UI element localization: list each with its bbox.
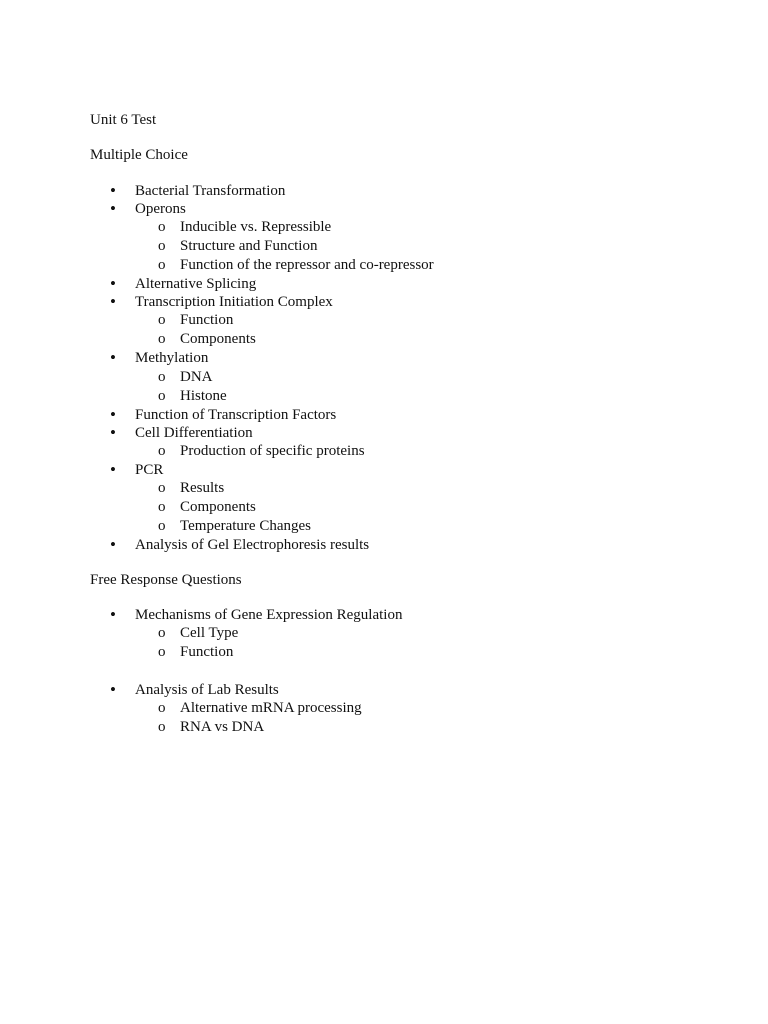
sub-list-item-label: Structure and Function xyxy=(180,238,318,254)
sub-list-item-label: Function xyxy=(180,644,234,660)
list-item-label: Analysis of Lab Results xyxy=(135,682,279,698)
list-item xyxy=(0,275,434,293)
sub-bullet-icon: o xyxy=(158,518,166,534)
sub-list-item xyxy=(0,387,434,405)
list-item-label: Function of Transcription Factors xyxy=(135,407,337,423)
sub-list-item-label: Components xyxy=(180,331,256,347)
list-item xyxy=(0,681,402,699)
bullet-icon: • xyxy=(110,680,116,699)
bullet-icon: • xyxy=(110,405,116,424)
bullet-icon: • xyxy=(110,605,116,624)
list-item-label: Analysis of Gel Electrophoresis results xyxy=(135,537,370,553)
sub-bullet-icon: o xyxy=(158,331,166,347)
list-item xyxy=(0,461,434,479)
sub-list-item xyxy=(0,643,402,661)
sub-bullet-icon: o xyxy=(158,219,166,235)
list-item xyxy=(0,406,434,424)
sub-list-item-label: Inducible vs. Repressible xyxy=(180,219,332,235)
sub-bullet-icon: o xyxy=(158,499,166,515)
list-item-label: PCR xyxy=(135,462,164,478)
list-item xyxy=(0,200,434,218)
sub-list-item xyxy=(0,330,434,348)
sub-bullet-icon: o xyxy=(158,480,166,496)
sub-bullet-icon: o xyxy=(158,700,166,716)
sub-list-item xyxy=(0,237,434,255)
sub-bullet-icon: o xyxy=(158,312,166,328)
sub-list-item xyxy=(0,368,434,386)
section-heading-multiple-choice: Multiple Choice xyxy=(90,147,188,163)
list-item-label: Alternative Splicing xyxy=(135,276,257,292)
bullet-icon: • xyxy=(110,348,116,367)
sub-list-item xyxy=(0,218,434,236)
sub-list-item-label: Alternative mRNA processing xyxy=(180,700,362,716)
sub-list-item-label: Production of specific proteins xyxy=(180,443,365,459)
list-item xyxy=(0,424,434,442)
sub-list-item xyxy=(0,442,434,460)
list-item xyxy=(0,536,434,554)
list-item-label: Methylation xyxy=(135,350,209,366)
sub-list-item xyxy=(0,624,402,642)
document-title: Unit 6 Test xyxy=(90,112,157,128)
sub-bullet-icon: o xyxy=(158,644,166,660)
sub-list-item xyxy=(0,699,402,717)
sub-list-item xyxy=(0,311,434,329)
list-item xyxy=(0,182,434,200)
bullet-icon: • xyxy=(110,274,116,293)
sub-list-item-label: Histone xyxy=(180,388,227,404)
list-item-label: Operons xyxy=(135,201,186,217)
sub-list-item xyxy=(0,498,434,516)
bullet-icon: • xyxy=(110,535,116,554)
list-item-label: Transcription Initiation Complex xyxy=(135,294,333,310)
sub-list-item-label: Results xyxy=(180,480,225,496)
bullet-icon: • xyxy=(110,292,116,311)
section-heading-free-response: Free Response Questions xyxy=(90,572,242,588)
sub-list-item-label: Function xyxy=(180,312,234,328)
bullet-icon: • xyxy=(110,181,116,200)
sub-list-item-label: DNA xyxy=(180,369,213,385)
bullet-icon: • xyxy=(110,423,116,442)
sub-list-item-label: Components xyxy=(180,499,256,515)
sub-bullet-icon: o xyxy=(158,369,166,385)
sub-list-item xyxy=(0,256,434,274)
list-item-label: Mechanisms of Gene Expression Regulation xyxy=(135,607,403,623)
sub-list-item-label: Function of the repressor and co-repressor xyxy=(180,257,434,273)
sub-list-item-label: Temperature Changes xyxy=(180,518,311,534)
bullet-icon: • xyxy=(110,199,116,218)
sub-list-item xyxy=(0,479,434,497)
sub-bullet-icon: o xyxy=(158,257,166,273)
list-item-label: Bacterial Transformation xyxy=(135,183,286,199)
free-response-list xyxy=(0,606,402,736)
multiple-choice-list xyxy=(0,182,434,554)
sub-bullet-icon: o xyxy=(158,443,166,459)
sub-bullet-icon: o xyxy=(158,238,166,254)
sub-list-item-label: Cell Type xyxy=(180,625,239,641)
sub-list-item xyxy=(0,517,434,535)
sub-bullet-icon: o xyxy=(158,388,166,404)
list-item xyxy=(0,293,434,311)
sub-bullet-icon: o xyxy=(158,719,166,735)
list-item xyxy=(0,349,434,367)
bullet-icon: • xyxy=(110,460,116,479)
list-item xyxy=(0,606,402,624)
sub-list-item xyxy=(0,718,402,736)
list-item-label: Cell Differentiation xyxy=(135,425,253,441)
sub-bullet-icon: o xyxy=(158,625,166,641)
sub-list-item-label: RNA vs DNA xyxy=(180,719,265,735)
